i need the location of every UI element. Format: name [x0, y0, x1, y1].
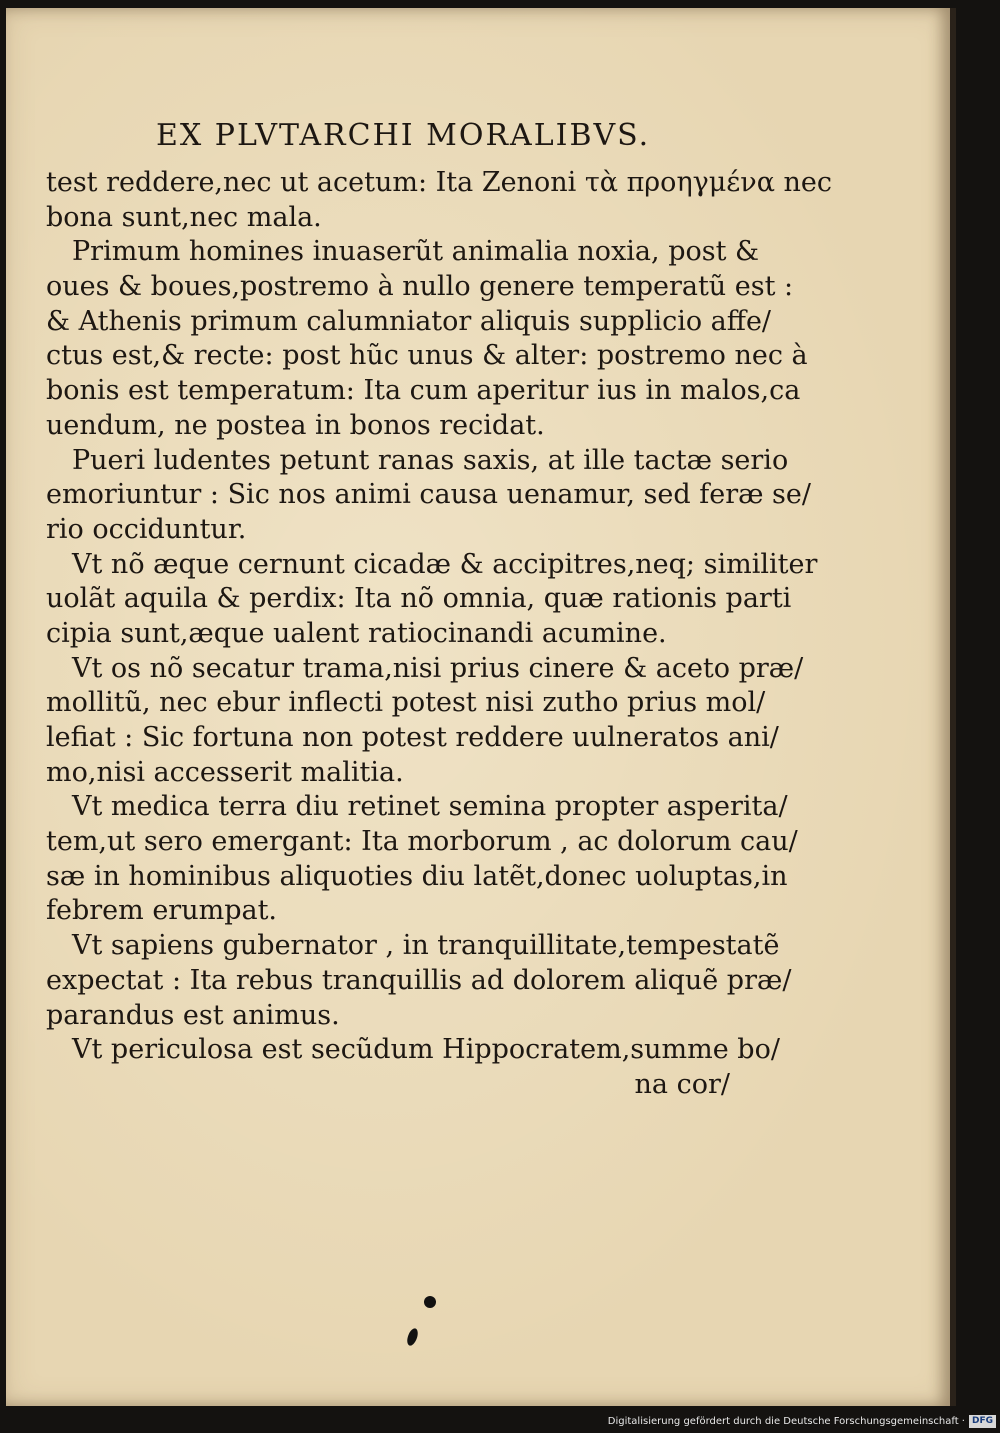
text-line: febrem erumpat.: [46, 895, 278, 927]
text-line: parandus est animus.: [46, 999, 340, 1031]
text-line: tem,ut sero emergant: Ita morborum , ac dolorum cau/: [46, 826, 798, 858]
text-line: Vt nõ æque cernunt cicadæ & accipitres,neq; similiter: [72, 548, 818, 580]
text-line: bonis est temperatum: Ita cum aperitur ius in malos,ca: [46, 375, 801, 407]
text-line: Vt sapiens gubernator , in tranquillitate,tempestatẽ: [72, 930, 780, 962]
text-line: uendum, ne postea in bonos recidat.: [46, 409, 545, 441]
text-line: rio occiduntur.: [46, 513, 247, 545]
text-line: oues & boues,postremo à nullo genere temperatũ est :: [46, 271, 794, 303]
running-header: EX PLVTARCHI MORALIBVS.: [156, 118, 651, 153]
text-line: mollitũ, nec ebur inflecti potest nisi zutho prius mol/: [46, 687, 766, 719]
text-line: expectat : Ita rebus tranquillis ad dolorem aliquẽ præ/: [46, 964, 792, 996]
ink-dot: [405, 1327, 420, 1347]
text-line: mo,nisi accesserit malitia.: [46, 756, 404, 788]
book-page: [6, 8, 956, 1406]
text-line: ctus est,& recte: post hũc unus & alter: postremo nec à: [46, 340, 808, 372]
text-line: bona sunt,nec mala.: [46, 201, 322, 233]
digitization-credit: [608, 1413, 996, 1429]
text-line: cipia sunt,æque ualent ratiocinandi acumine.: [46, 617, 667, 649]
text-line: test reddere,nec ut acetum: Ita Zenoni τὰ προηγμένα nec: [46, 167, 833, 198]
text-line: Vt os nõ secatur trama,nisi prius cinere & aceto præ/: [72, 652, 804, 684]
page-text: [46, 166, 833, 1103]
text-line: na cor/: [634, 1068, 730, 1100]
text-line: Primum homines inuaserũt animalia noxia, post &: [72, 236, 760, 268]
ink-dot: [424, 1296, 436, 1308]
text-line: Vt periculosa est secũdum Hippocratem,summe bo/: [72, 1034, 780, 1066]
text-line: Pueri ludentes petunt ranas saxis, at ille tactæ serio: [72, 444, 789, 476]
credit-text: Digitalisierung gefördert durch die Deutsche Forschungsgemeinschaft ·: [607, 1415, 965, 1427]
text-line: lefiat : Sic fortuna non potest reddere uulneratos ani/: [46, 722, 779, 753]
ink-marks: [398, 1294, 438, 1354]
text-line: emoriuntur : Sic nos animi causa uenamur, sed feræ se/: [46, 479, 811, 511]
dfg-logo-icon: DFG: [969, 1415, 996, 1428]
text-line: Vt medica terra diu retinet semina propter asperita/: [72, 791, 788, 823]
text-line: uolãt aquila & perdix: Ita nõ omnia, quæ rationis parti: [46, 583, 792, 615]
text-line: sæ in hominibus aliquoties diu latẽt,donec uoluptas,in: [46, 860, 788, 892]
text-line: & Athenis primum calumniator aliquis supplicio affe/: [46, 305, 772, 337]
